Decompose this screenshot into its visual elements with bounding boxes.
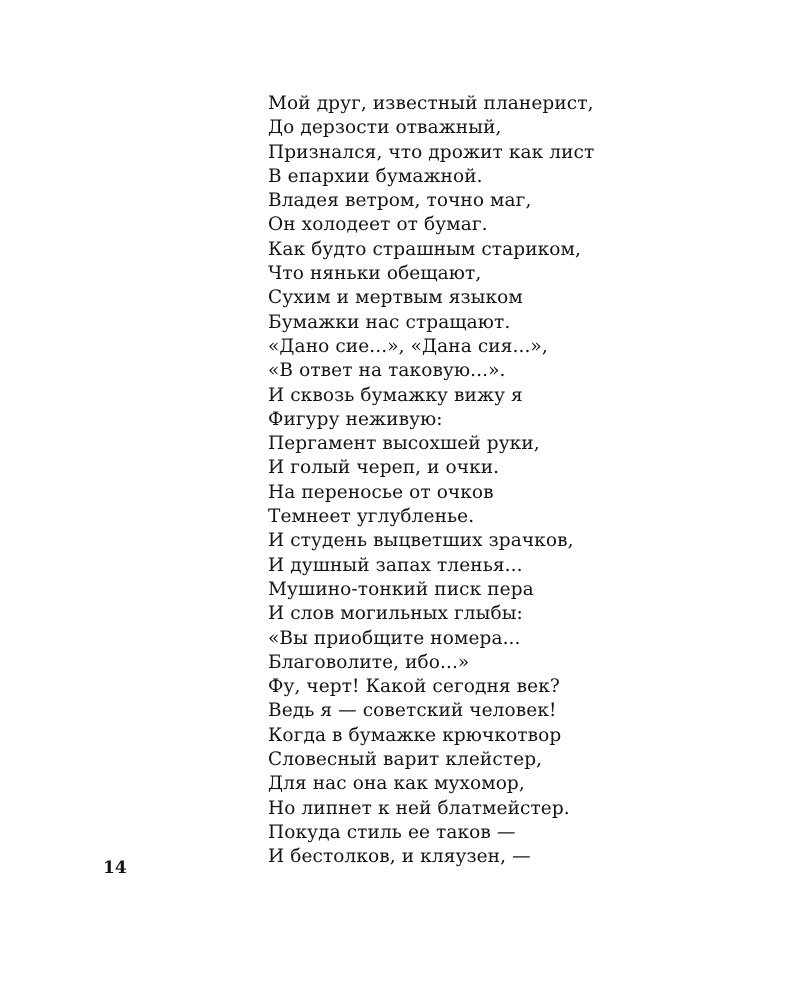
poem-line: И сквозь бумажку вижу я bbox=[268, 384, 523, 406]
poem-line: До дерзости отважный, bbox=[268, 117, 502, 139]
poem-line: И студень выцветших зрачков, bbox=[268, 530, 574, 552]
poem-line: «Вы приобщите номера... bbox=[268, 627, 521, 649]
poem-line: Владея ветром, точно маг, bbox=[268, 190, 532, 212]
poem-line: Как будто страшным стариком, bbox=[268, 238, 582, 260]
poem-line: Ведь я — советский человек! bbox=[268, 700, 557, 722]
poem-line: Фигуру неживую: bbox=[268, 408, 443, 430]
poem-line: Он холодеет от бумаг. bbox=[268, 214, 488, 236]
poem-line: Для нас она как мухомор, bbox=[268, 773, 525, 795]
poem-line: И бестолков, и кляузен, — bbox=[268, 846, 531, 868]
poem-line: Темнеет углубленье. bbox=[268, 506, 475, 528]
poem-line: Сухим и мертвым языком bbox=[268, 287, 523, 309]
page-number: 14 bbox=[103, 858, 127, 878]
poem-line: В епархии бумажной. bbox=[268, 165, 483, 187]
poem-line: И душный запах тленья... bbox=[268, 554, 523, 576]
poem-line: Признался, что дрожит как лист bbox=[268, 141, 595, 163]
poem-line: Пергамент высохшей руки, bbox=[268, 433, 540, 455]
poem-line: Словесный варит клейстер, bbox=[268, 749, 543, 771]
poem-line: Что няньки обещают, bbox=[268, 263, 482, 285]
poem-line: И голый череп, и очки. bbox=[268, 457, 500, 479]
poem-line: Фу, черт! Какой сегодня век? bbox=[268, 676, 560, 698]
poem-line: Но липнет к ней блатмейстер. bbox=[268, 797, 570, 819]
poem-line: Когда в бумажке крючкотвор bbox=[268, 724, 562, 746]
poem-line: Мушино-тонкий писк пера bbox=[268, 578, 534, 600]
poem-line: На переносье от очков bbox=[268, 481, 494, 503]
poem-line: «В ответ на таковую...». bbox=[268, 360, 506, 382]
poem-line: «Дано сие...», «Дана сия...», bbox=[268, 335, 548, 357]
poem-line: Бумажки нас стращают. bbox=[268, 311, 511, 333]
poem-text bbox=[268, 92, 594, 870]
poem-line: Благоволите, ибо...» bbox=[268, 651, 470, 673]
poem-line: И слов могильных глыбы: bbox=[268, 603, 523, 625]
poem-line: Покуда стиль ее таков — bbox=[268, 821, 516, 843]
poem-line: Мой друг, известный планерист, bbox=[268, 93, 594, 114]
